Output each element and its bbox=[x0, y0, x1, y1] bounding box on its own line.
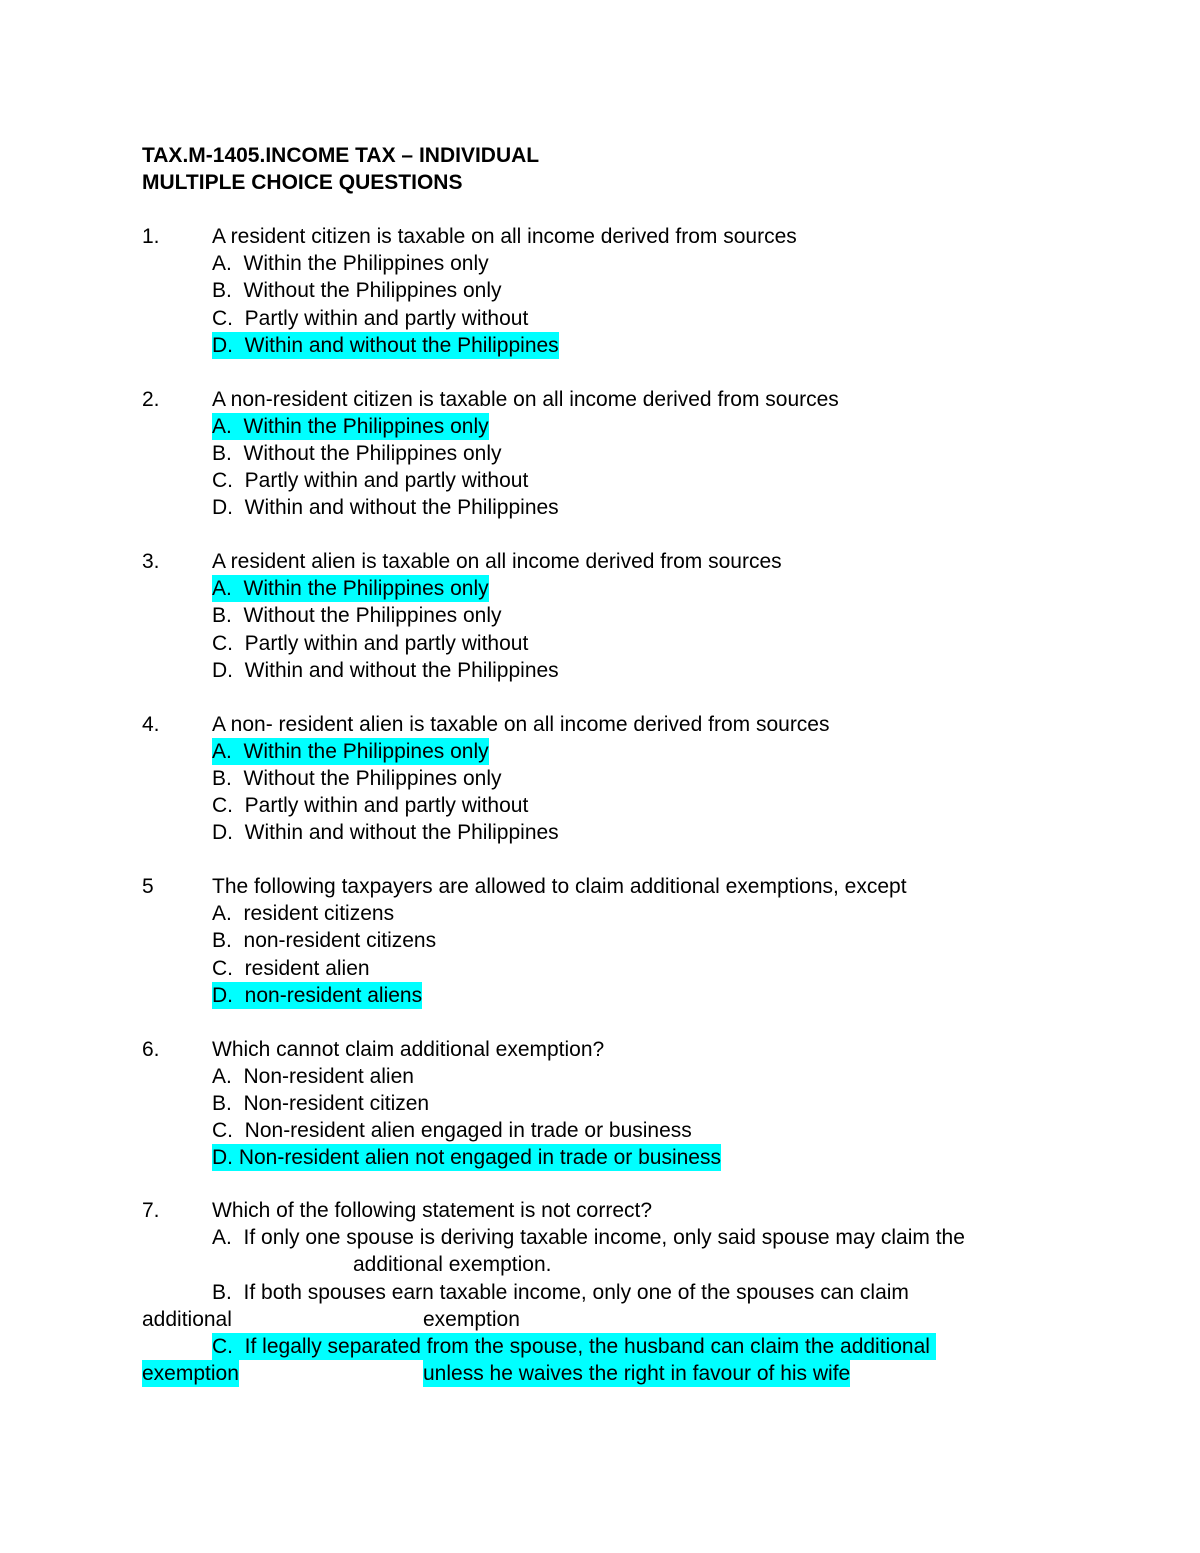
option-b: B. Without the Philippines only bbox=[212, 766, 502, 790]
option-c: C. Non-resident alien engaged in trade or business bbox=[212, 1119, 692, 1143]
document-subtitle: MULTIPLE CHOICE QUESTIONS bbox=[142, 171, 463, 194]
option-c-correct: C. If legally separated from the spouse, the husband can claim the additional bbox=[212, 1335, 936, 1358]
option-d-correct: D. Within and without the Philippines bbox=[212, 333, 559, 357]
question-number: 2. bbox=[142, 387, 160, 411]
option-b: B. non-resident citizens bbox=[212, 929, 437, 953]
question-text: A resident alien is taxable on all income derived from sources bbox=[212, 550, 782, 573]
option-d: D. Within and without the Philippines bbox=[212, 496, 559, 520]
option-a: A. Within the Philippines only bbox=[212, 252, 489, 276]
option-d-correct: D. non-resident aliens bbox=[212, 983, 423, 1007]
option-c: C. Partly within and partly without bbox=[212, 469, 529, 493]
question-number: 4. bbox=[142, 712, 160, 736]
option-b: B. If both spouses earn taxable income, only one of the spouses can claim bbox=[212, 1281, 909, 1304]
option-d-correct: D. Non-resident alien not engaged in trade or business bbox=[212, 1146, 721, 1170]
question-number: 6. bbox=[142, 1037, 160, 1061]
option-a: A. resident citizens bbox=[212, 902, 395, 926]
option-c-continued-2: unless he waives the right in favour of his wife bbox=[423, 1362, 851, 1385]
question-number: 3. bbox=[142, 550, 160, 573]
question-text: A resident citizen is taxable on all income derived from sources bbox=[212, 225, 797, 248]
option-b: B. Without the Philippines only bbox=[212, 279, 502, 303]
option-d: D. Within and without the Philippines bbox=[212, 821, 559, 845]
question-number: 1. bbox=[142, 225, 160, 248]
option-a: A. If only one spouse is deriving taxable income, only said spouse may claim the bbox=[212, 1226, 965, 1249]
option-c: C. Partly within and partly without bbox=[212, 794, 529, 818]
option-c: C. resident alien bbox=[212, 956, 370, 980]
question-text: A non-resident citizen is taxable on all income derived from sources bbox=[212, 387, 839, 411]
document-title: TAX.M-1405.INCOME TAX – INDIVIDUAL bbox=[142, 144, 540, 167]
option-b: B. Without the Philippines only bbox=[212, 604, 502, 628]
option-c-continued-1: exemption bbox=[142, 1362, 239, 1385]
question-text: A non- resident alien is taxable on all income derived from sources bbox=[212, 712, 830, 736]
option-c: C. Partly within and partly without bbox=[212, 306, 529, 330]
option-a-correct: A. Within the Philippines only bbox=[212, 577, 489, 601]
option-b: B. Non-resident citizen bbox=[212, 1091, 430, 1115]
option-d: D. Within and without the Philippines bbox=[212, 658, 559, 682]
option-b: B. Without the Philippines only bbox=[212, 441, 502, 465]
option-a-correct: A. Within the Philippines only bbox=[212, 414, 489, 438]
question-text: The following taxpayers are allowed to claim additional exemptions, except bbox=[212, 875, 907, 898]
option-a: A. Non-resident alien bbox=[212, 1064, 414, 1088]
option-a-correct: A. Within the Philippines only bbox=[212, 739, 489, 763]
option-a-continued: additional exemption. bbox=[353, 1253, 552, 1276]
option-c: C. Partly within and partly without bbox=[212, 631, 529, 655]
question-number: 7. bbox=[142, 1199, 160, 1222]
question-text: Which of the following statement is not correct? bbox=[212, 1199, 653, 1222]
question-number: 5 bbox=[142, 875, 154, 898]
option-b-continued-2: exemption bbox=[423, 1308, 520, 1331]
question-text: Which cannot claim additional exemption? bbox=[212, 1037, 605, 1061]
option-b-continued-1: additional bbox=[142, 1308, 232, 1331]
